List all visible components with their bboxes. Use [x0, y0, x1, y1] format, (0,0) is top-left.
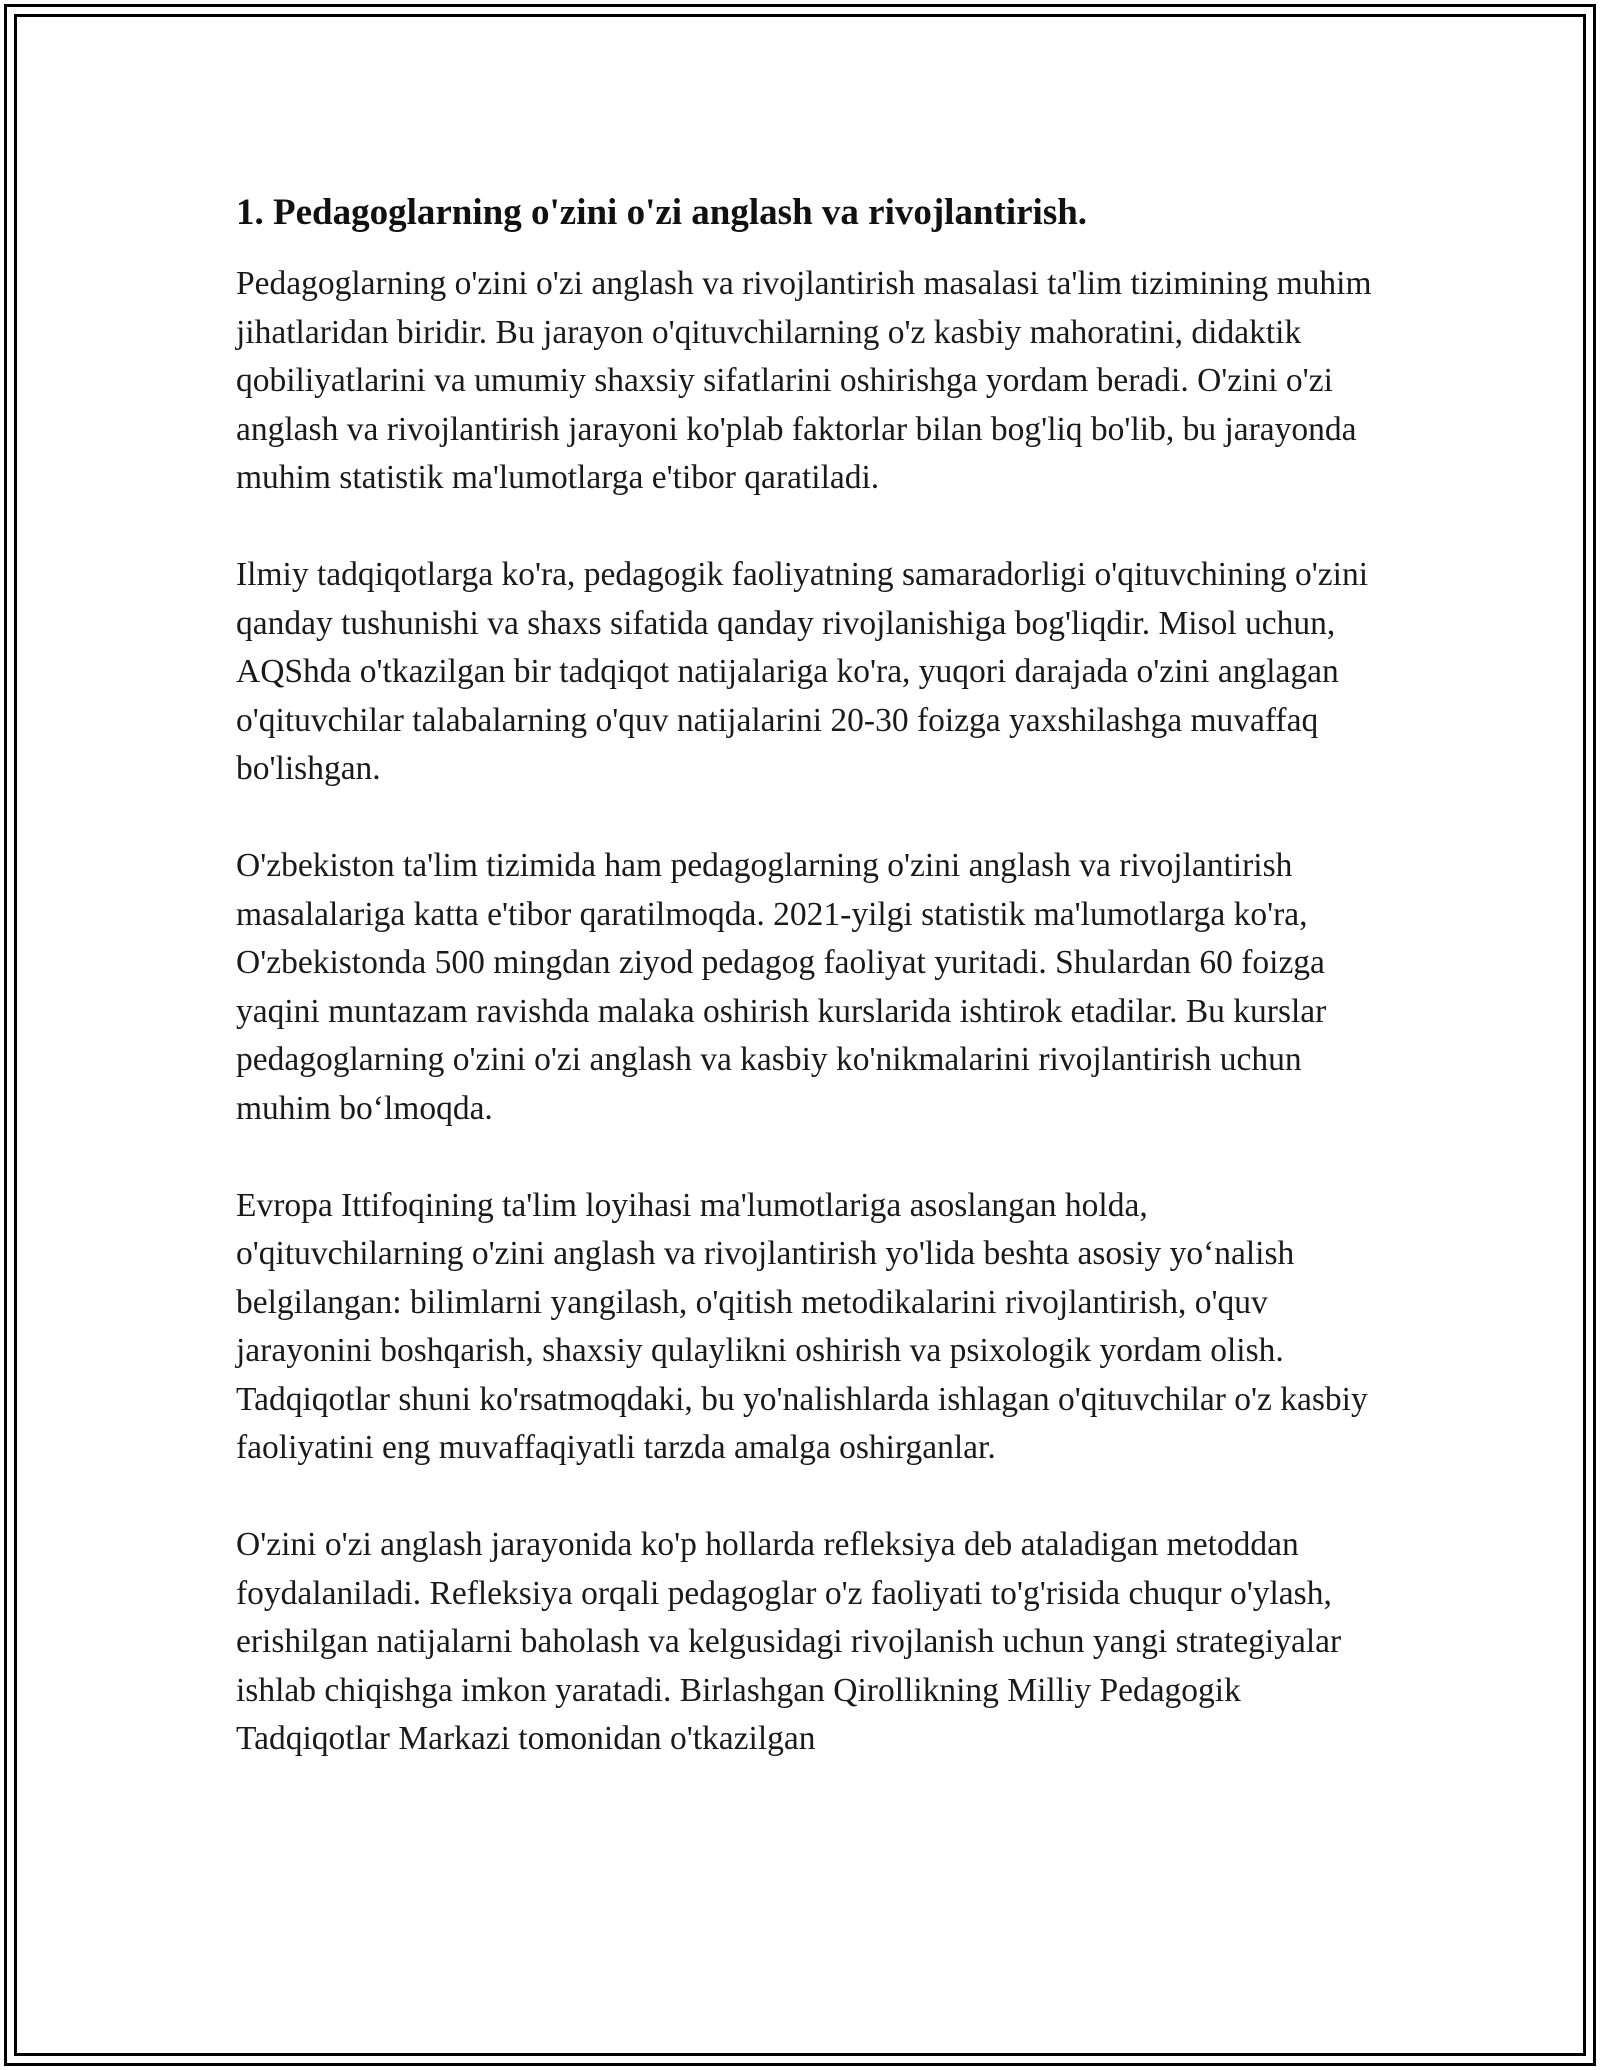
paragraph-5: O'zini o'zi anglash jarayonida ko'p hollarda refleksiya deb ataladigan metoddan foydalaniladi. Refleksiya orqali pedagoglar o'z faoliyati to'g'risida chuqur o'ylash, erishilgan natijalarni baholash va kelgusidagi rivojlanish uchun yangi strategiyalar ishlab chiqishga imkon yaratadi. Birlashgan Qirollikning Milliy Pedagogik Tadqiqotlar Markazi tomonidan o'tkazilgan: [236, 1526, 1342, 1757]
paragraph-2: Ilmiy tadqiqotlarga ko'ra, pedagogik faoliyatning samaradorligi o'qituvchining o'zini qanday tushunishi va shaxs sifatida qanday rivojlanishiga bog'liqdir. Misol uchun, AQShda o'tkazilgan bir tadqiqot natijalariga ko'ra, yuqori darajada o'zini anglagan o'qituvchilar talabalarning o'quv natijalarini 20-30 foizga yaxshilashga muvaffaq bo'lishgan.: [236, 556, 1369, 787]
paragraph-3: O'zbekiston ta'lim tizimida ham pedagoglarning o'zini anglash va rivojlantirish masalalariga katta e'tibor qaratilmoqda. 2021-yilgi statistik ma'lumotlarga ko'ra, O'zbekistonda 500 mingdan ziyod pedagog faoliyat yuritadi. Shulardan 60 foizga yaqini muntazam ravishda malaka oshirish kurslarida ishtirok etadilar. Bu kurslar pedagoglarning o'zini o'zi anglash va kasbiy ko'nikmalarini rivojlantirish uchun muhim bo‘lmoqda.: [236, 847, 1327, 1127]
paragraph-1: Pedagoglarning o'zini o'zi anglash va rivojlantirish masalasi ta'lim tizimining muhim jihatlaridan biridir. Bu jarayon o'qituvchilarning o'z kasbiy mahoratini, didaktik qobiliyatlarini va umumiy shaxsiy sifatlarini oshirishga yordam beradi. O'zini o'zi anglash va rivojlantirish jarayoni ko'plab faktorlar bilan bog'liq bo'lib, bu jarayonda muhim statistik ma'lumotlarga e'tibor qaratiladi.: [236, 265, 1372, 496]
document-body: [236, 190, 1376, 1812]
section-heading: 1. Pedagoglarning o'zini o'zi anglash va rivojlantirish.: [236, 192, 1088, 233]
paragraph-4: Evropa Ittifoqining ta'lim loyihasi ma'lumotlariga asoslangan holda, o'qituvchilarning o'zini anglash va rivojlantirish yo'lida beshta asosiy yo‘nalish belgilangan: bilimlarni yangilash, o'qitish metodikalarini rivojlantirish, o'quv jarayonini boshqarish, shaxsiy qulaylikni oshirish va psixologik yordam olish. Tadqiqotlar shuni ko'rsatmoqdaki, bu yo'nalishlarda ishlagan o'qituvchilar o'z kasbiy faoliyatini eng muvaffaqiyatli tarzda amalga oshirganlar.: [236, 1186, 1368, 1466]
